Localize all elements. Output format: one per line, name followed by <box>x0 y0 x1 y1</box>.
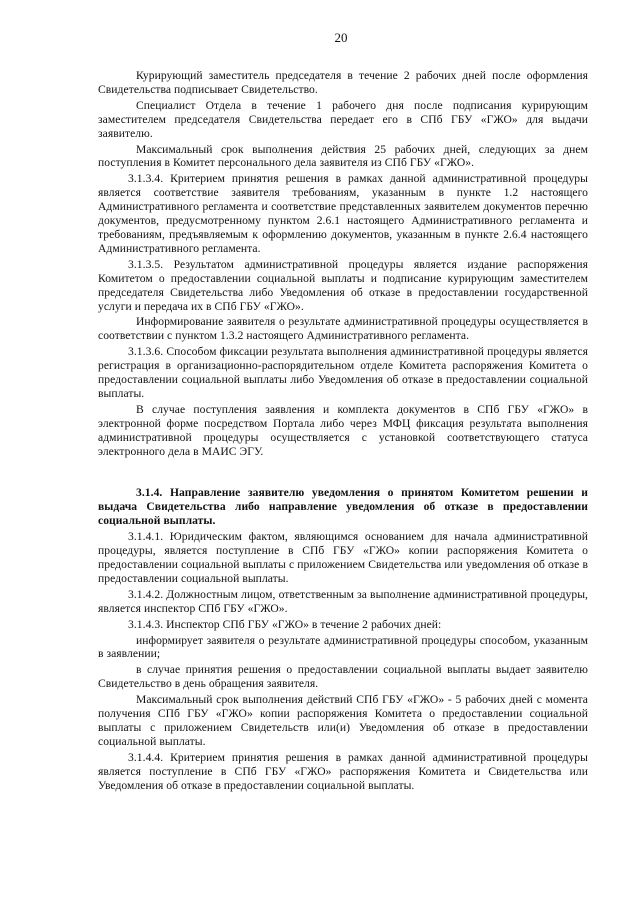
paragraph-informing: Информирование заявителя о результате административной процедуры осуществляется в соответствии с пунктом 1.3.2 настоящего Административного регламента. <box>98 315 588 343</box>
paragraph-signing: Курирующий заместитель председателя в течение 2 рабочих дней после оформления Свидетельства подписывает Свидетельство. <box>98 69 588 96</box>
paragraph-3-1-4-4: 3.1.4.4. Критерием принятия решения в рамках данной административной процедуры является поступление в СПб ГБУ «ГЖО» распоряжения Комитета и Свидетельства или Уведомления об отказе в предоставлении социальной выплаты. <box>98 750 588 792</box>
paragraph-issues: в случае принятия решения о предоставлении социальной выплаты выдает заявителю Свидетельство в день обращения заявителя. <box>98 663 588 691</box>
paragraph-3-1-3-4: 3.1.3.4. Критерием принятия решения в рамках данной административной процедуры является соответствие заявителя требованиям, указанным в пункте 1.2 настоящего Административного регламента и соответствие представленных заявителем документов перечню документов, предусмотренному пунктом 2.6.1 настоящего Административного регламента и требованиям, предъявляемым к оформлению документов, указанным в пункте 2.6.4 настоящего Административного регламента. <box>98 172 588 255</box>
paragraph-3-1-4-2: 3.1.4.2. Должностным лицом, ответственным за выполнение административной процедуры, является инспектор СПб ГБУ «ГЖО». <box>98 587 588 615</box>
paragraph-3-1-4-3: 3.1.4.3. Инспектор СПб ГБУ «ГЖО» в течение 2 рабочих дней: <box>128 617 442 631</box>
paragraph-electronic: В случае поступления заявления и комплекта документов в СПб ГБУ «ГЖО» в электронной форме посредством Портала либо через МФЦ фиксация результата выполнения административной процедуры осуществляется с установкой соответствующего статуса электронного дела в МАИС ЭГУ. <box>98 402 588 458</box>
paragraph-informs: информирует заявителя о результате административной процедуры способом, указанным в заявлении; <box>98 633 588 661</box>
paragraph-max-term: Максимальный срок выполнения действия 25 рабочих дней, следующих за днем поступления в Комитет персонального дела заявителя из СПб ГБУ «ГЖО». <box>98 142 588 170</box>
document-body <box>98 69 588 793</box>
paragraph-max-term-5: Максимальный срок выполнения действий СПб ГБУ «ГЖО» - 5 рабочих дней с момента получения СПб ГБУ «ГЖО» копии распоряжения Комитета о предоставлении социальной выплаты с приложением Свидетельств или(и) Уведомления об отказе в предоставлении социальной выплаты. <box>98 693 588 748</box>
paragraph-3-1-3-6: 3.1.3.6. Способом фиксации результата выполнения административной процедуры является регистрация в организационно-распорядительном отделе Комитета распоряжения Комитета о предоставлении социальной выплаты либо Уведомления об отказе в предоставлении социальной выплаты. <box>98 345 588 400</box>
page-number: 20 <box>334 30 348 45</box>
section-heading-3-1-4: 3.1.4. Направление заявителю уведомления о принятом Комитетом решении и выдача Свидетельства либо направление уведомления об отказе в предоставлении социальной выплаты. <box>98 486 588 528</box>
paragraph-transfer: Специалист Отдела в течение 1 рабочего дня после подписания курирующим заместителем председателя Свидетельства передает его в СПб ГБУ «ГЖО» для выдачи заявителю. <box>98 98 588 140</box>
paragraph-3-1-3-5: 3.1.3.5. Результатом административной процедуры является издание распоряжения Комитетом о предоставлении социальной выплаты и подписание курирующим заместителем председателя Свидетельства либо Уведомления об отказе в предоставлении государственной услуги и передача их в СПб ГБУ «ГЖО». <box>98 257 588 313</box>
paragraph-3-1-4-1: 3.1.4.1. Юридическим фактом, являющимся основанием для начала административной процедуры, является поступление в СПб ГБУ «ГЖО» копии распоряжения Комитета о предоставлении социальной выплаты с приложением Свидетельства или уведомления об отказе в предоставлении социальной выплаты. <box>98 530 588 585</box>
